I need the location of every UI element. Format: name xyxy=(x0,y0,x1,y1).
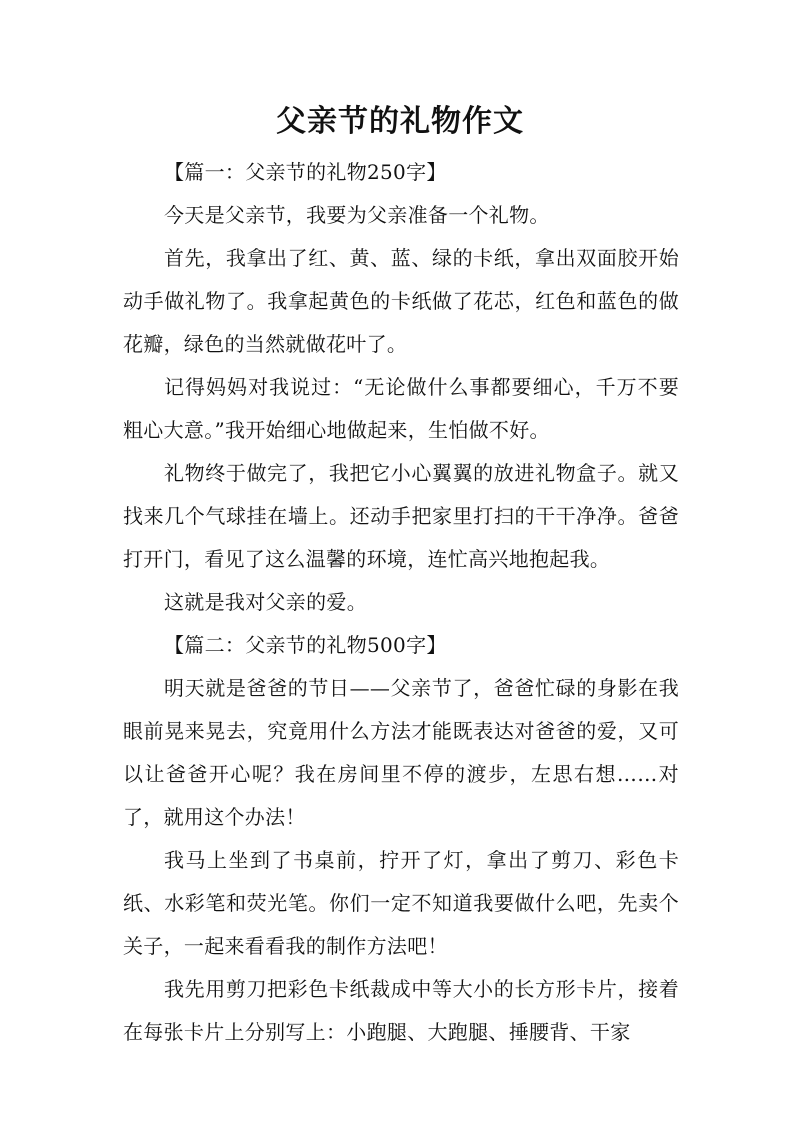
section-heading-1: 【篇一：父亲节的礼物250字】 xyxy=(164,160,447,184)
paragraph: 今天是父亲节，我要为父亲准备一个礼物。 xyxy=(164,203,550,227)
document-body xyxy=(123,151,679,1054)
document-title: 父亲节的礼物作文 xyxy=(276,104,524,139)
paragraph: 我马上坐到了书桌前，拧开了灯，拿出了剪刀、彩色卡纸、水彩笔和荧光笔。你们一定不知道我要做什么吧，先卖个关子，一起来看看我的制作方法吧！ xyxy=(123,848,679,958)
section-heading-2: 【篇二：父亲节的礼物500字】 xyxy=(164,633,447,657)
paragraph: 明天就是爸爸的节日——父亲节了，爸爸忙碌的身影在我眼前晃来晃去，究竟用什么方法才能既表达对爸爸的爱，又可以让爸爸开心呢？我在房间里不停的渡步，左思右想……对了，就用这个办法！ xyxy=(123,676,679,829)
paragraph: 记得妈妈对我说过：“无论做什么事都要细心，千万不要粗心大意。”我开始细心地做起来，生怕做不好。 xyxy=(123,375,679,442)
paragraph: 这就是我对父亲的爱。 xyxy=(164,590,367,614)
paragraph: 礼物终于做完了，我把它小心翼翼的放进礼物盒子。就又找来几个气球挂在墙上。还动手把家里打扫的干干净净。爸爸打开门，看见了这么温馨的环境，连忙高兴地抱起我。 xyxy=(123,461,679,571)
paragraph: 首先，我拿出了红、黄、蓝、绿的卡纸，拿出双面胶开始动手做礼物了。我拿起黄色的卡纸做了花芯，红色和蓝色的做花瓣，绿色的当然就做花叶了。 xyxy=(123,246,679,356)
paragraph: 我先用剪刀把彩色卡纸裁成中等大小的长方形卡片，接着在每张卡片上分别写上：小跑腿、大跑腿、捶腰背、干家 xyxy=(123,977,679,1044)
